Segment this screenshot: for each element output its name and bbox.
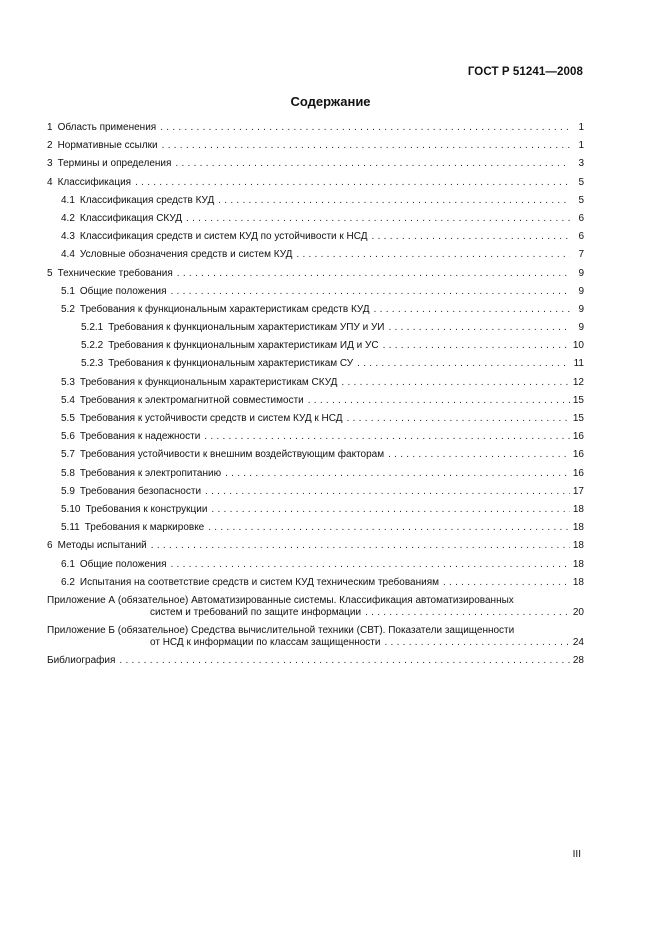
toc-entry[interactable]: 5.2.3 Требования к функциональным характеристикам СУ . . . 11: [47, 358, 584, 370]
leader-dots: [173, 268, 570, 280]
leader-dots: [380, 637, 570, 649]
leader-dots: [361, 607, 570, 619]
toc-entry[interactable]: 1 Область применения . . . 1: [47, 122, 584, 134]
toc-entry[interactable]: 5.11 Требования к маркировке . . . 18: [47, 522, 584, 534]
toc-entry[interactable]: 5.2.2 Требования к функциональным характеристикам ИД и УС . . . 10: [47, 340, 584, 352]
leader-dots: [370, 304, 570, 316]
page-number: III: [572, 849, 581, 860]
toc-entry[interactable]: 5.1 Общие положения . . . 9: [47, 286, 584, 298]
toc-entry[interactable]: 2 Нормативные ссылки . . . 1: [47, 140, 584, 152]
leader-dots: [131, 177, 570, 189]
leader-dots: [167, 286, 571, 298]
leader-dots: [221, 468, 570, 480]
leader-dots: [207, 504, 570, 516]
toc-entry[interactable]: 5.9 Требования безопасности . . . 17: [47, 486, 584, 498]
toc-entry[interactable]: 5.2.1 Требования к функциональным характеристикам УПУ и УИ . . . 9: [47, 322, 584, 334]
leader-dots: [379, 340, 570, 352]
leader-dots: [337, 377, 570, 389]
toc-entry[interactable]: 6.2 Испытания на соответствие средств и систем КУД техническим требованиям . . . 18: [47, 577, 584, 589]
toc-entry-bibliography[interactable]: Библиография . . . 28: [47, 655, 584, 667]
table-of-contents: [47, 122, 584, 673]
leader-dots: [200, 431, 570, 443]
toc-entry[interactable]: 4.4 Условные обозначения средств и систем КУД . . . 7: [47, 249, 584, 261]
toc-entry[interactable]: 5.5 Требования к устойчивости средств и систем КУД к НСД . . . 15: [47, 413, 584, 425]
leader-dots: [201, 486, 570, 498]
leader-dots: [204, 522, 570, 534]
toc-entry[interactable]: 5.4 Требования к электромагнитной совместимости . . . 15: [47, 395, 584, 407]
leader-dots: [158, 140, 570, 152]
toc-entry[interactable]: 4.1 Классификация средств КУД . . . 5: [47, 195, 584, 207]
leader-dots: [353, 358, 570, 370]
leader-dots: [292, 249, 570, 261]
leader-dots: [304, 395, 570, 407]
toc-entry[interactable]: 6 Методы испытаний . . . 18: [47, 540, 584, 552]
leader-dots: [384, 449, 570, 461]
leader-dots: [147, 540, 570, 552]
toc-entry-appendix-a[interactable]: Приложение А (обязательное) Автоматизированные системы. Классификация автоматизированных систем и требований по защите информации . . . 20: [47, 595, 584, 619]
toc-entry[interactable]: 4.2 Классификация СКУД . . . 6: [47, 213, 584, 225]
toc-entry[interactable]: 5.3 Требования к функциональным характеристикам СКУД . . . 12: [47, 377, 584, 389]
toc-entry[interactable]: 5.10 Требования к конструкции . . . 18: [47, 504, 584, 516]
toc-entry[interactable]: 3 Термины и определения . . . 3: [47, 158, 584, 170]
leader-dots: [156, 122, 570, 134]
toc-entry[interactable]: 5.7 Требования устойчивости к внешним воздействующим факторам . . . 16: [47, 449, 584, 461]
leader-dots: [214, 195, 570, 207]
toc-entry[interactable]: 5 Технические требования . . . 9: [47, 268, 584, 280]
toc-entry[interactable]: 5.6 Требования к надежности . . . 16: [47, 431, 584, 443]
standard-number: ГОСТ Р 51241—2008: [467, 66, 583, 78]
leader-dots: [439, 577, 570, 589]
toc-entry[interactable]: 6.1 Общие положения . . . 18: [47, 559, 584, 571]
leader-dots: [343, 413, 570, 425]
toc-entry[interactable]: 4 Классификация . . . 5: [47, 177, 584, 189]
leader-dots: [167, 559, 571, 571]
toc-entry[interactable]: 5.8 Требования к электропитанию . . . 16: [47, 468, 584, 480]
toc-entry-appendix-b[interactable]: Приложение Б (обязательное) Средства вычислительной техники (СВТ). Показатели защищенности от НСД к информации по классам защищенности . . . 24: [47, 625, 584, 649]
toc-entry[interactable]: 5.2 Требования к функциональным характеристикам средств КУД . . . 9: [47, 304, 584, 316]
leader-dots: [182, 213, 570, 225]
toc-title: Содержание: [290, 94, 371, 109]
leader-dots: [384, 322, 570, 334]
leader-dots: [171, 158, 570, 170]
leader-dots: [368, 231, 570, 243]
leader-dots: [115, 655, 570, 667]
toc-entry[interactable]: 4.3 Классификация средств и систем КУД по устойчивости к НСД . . . 6: [47, 231, 584, 243]
